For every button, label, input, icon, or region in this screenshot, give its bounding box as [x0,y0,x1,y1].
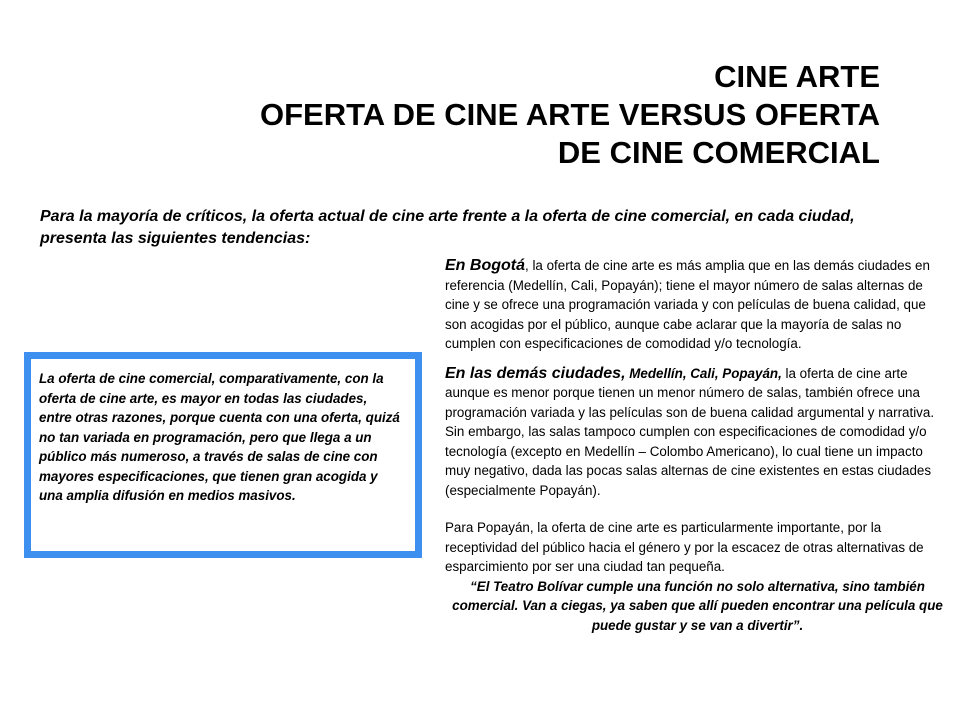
spacer [445,354,950,364]
otras-cities: Medellín, Cali, Popayán, [625,365,782,381]
intro-paragraph: Para la mayoría de críticos, la oferta actual de cine arte frente a la oferta de cine comercial, en cada ciudad, presenta las siguientes tendencias: [40,208,855,247]
spacer [445,500,950,518]
title-line-3: DE CINE COMERCIAL [557,135,880,170]
popayan-paragraph: Para Popayán, la oferta de cine arte es particularmente importante, por la receptividad del público hacia el género y por la escacez de otras alternativas de esparcimiento por ser una ciudad tan pequeña. [445,520,924,574]
bogota-text: , la oferta de cine arte es más amplia que en las demás ciudades en referencia (Medellín, Cali, Popayán); tiene el mayor número de salas alternas de cine y se ofrece una programación variada y con películas de buena calidad, que son acogidas por el público, aunque cabe aclarar que la mayoría de salas no cumplen con especificaciones de comodidad y/o tecnología. [445,258,930,351]
slide-title [60,58,880,172]
comercial-callout-box [24,352,422,558]
title-line-1: CINE ARTE [714,59,880,94]
popayan-quote: “El Teatro Bolívar cumple una función no solo alternativa, sino también comercial. Van a ciegas, ya saben que allí pueden encontrar una película que puede gustar y se van a divertir”. [452,578,943,633]
title-line-2: OFERTA DE CINE ARTE VERSUS OFERTA [259,97,880,132]
otras-lead: En las demás ciudades, [445,364,626,382]
bogota-paragraph [445,256,950,354]
right-column [445,256,950,635]
otras-text: la oferta de cine arte aunque es menor porque tienen un menor número de salas, también ofrece una programación variada y las películas son de buena calidad argumental y narrativa. Sin embargo, las salas tampoco cumplen con especificaciones de comodidad y/o tecnología (excepto en Medellín – Colombo Americano), lo cual tiene un impacto muy negativo, dada las pocas salas alternas de cine existentes en estas ciudades (especialmente Popayán). [445,365,935,498]
otras-ciudades-paragraph [445,364,950,501]
bogota-lead: En Bogotá [445,257,525,274]
callout-text: La oferta de cine comercial, comparativamente, con la oferta de cine arte, es mayor en todas las ciudades, entre otras razones, porque cuenta con una oferta, quizá no tan variada en programación, pero que llega a un público más numeroso, a través de salas de cine con mayores especificaciones, que tienen gran acogida y una amplia difusión en medios masivos. [39,371,400,503]
